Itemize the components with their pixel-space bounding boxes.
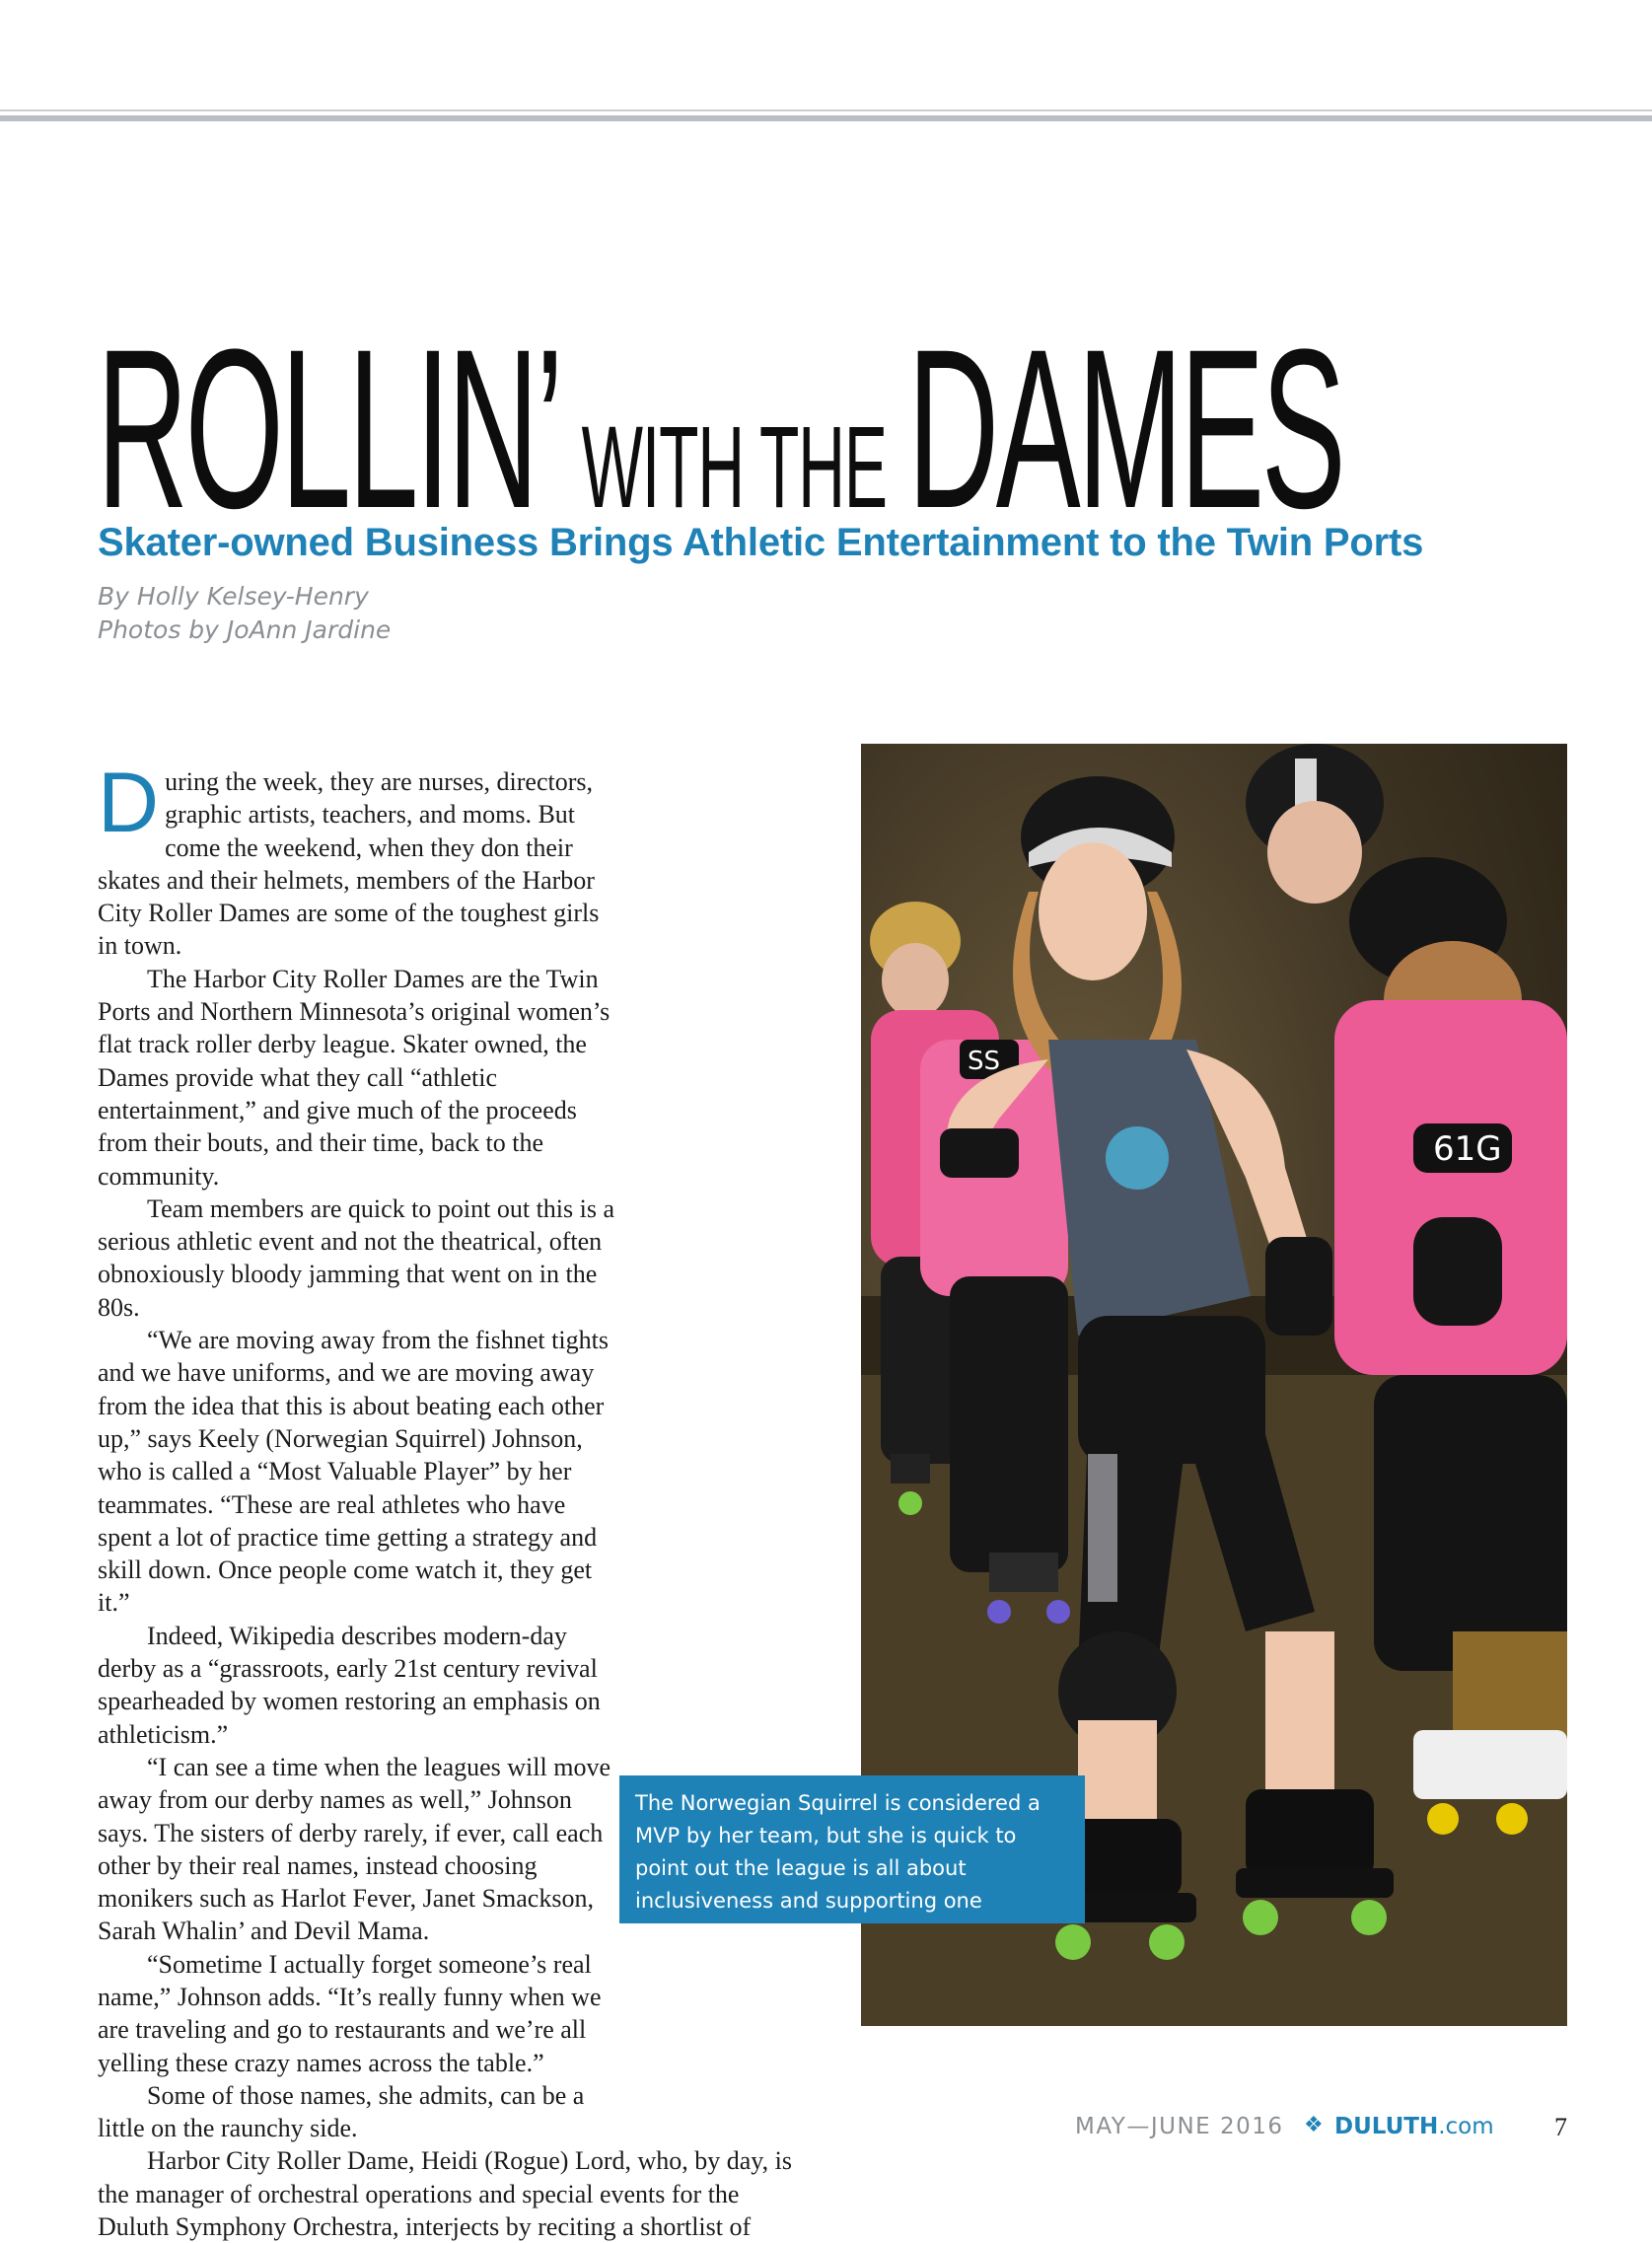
article-body bbox=[98, 756, 808, 2243]
footer-brand-suffix: .com bbox=[1438, 2114, 1494, 2139]
body-paragraph-3: Team members are quick to point out this is a serious athletic event and not the theatrical, often obnoxiously bloody jamming that went on in the 80s. bbox=[98, 1194, 615, 1322]
byline-author: By Holly Kelsey-Henry bbox=[98, 582, 369, 611]
body-paragraph-9: Harbor City Roller Dame, Heidi (Rogue) Lord, who, by day, is the manager of orchestral operations and special events for the Duluth Symphony Orchestra, interjects by reciting a shortlist of bbox=[98, 2146, 792, 2242]
body-paragraph-8: Some of those names, she admits, can be a little on the raunchy side. bbox=[98, 2080, 585, 2143]
headline-rollin: ROLLIN’ bbox=[97, 302, 561, 555]
body-paragraph-2: The Harbor City Roller Dames are the Twin Ports and Northern Minnesota’s original women’s flat track roller derby league. Skater owned, the Dames provide what they call “athletic entertainment,” and give much of the proceeds from their bouts, and their time, back to the community. bbox=[98, 964, 611, 1191]
drop-cap: D bbox=[98, 756, 160, 850]
byline-photo-credit: Photos by JoAnn Jardine bbox=[98, 615, 392, 644]
body-paragraph-4: “We are moving away from the fishnet tights and we have uniforms, and we are moving away from the idea that this is about beating each other up,” says Keely (Norwegian Squirrel) Johnson, who is called a “Most Valuable Player” by her teammates. “These are real athletes who have spent a lot of practice time getting a strategy and skill down. Once people come watch it, they get it.” bbox=[98, 1326, 609, 1618]
paragraph-text: uring the week, they are nurses, directors, graphic artists, teachers, and moms. But come the weekend, when they don their skates and their helmets, members of the Harbor City Roller Dames are some of the toughest girls in town. bbox=[98, 767, 600, 961]
headline-dames: DAMES bbox=[907, 302, 1343, 555]
top-rule-thin bbox=[0, 109, 1652, 111]
body-paragraph-7: “Sometime I actually forget someone’s real name,” Johnson adds. “It’s really funny when we are traveling and go to restaurants and we’re all yelling these crazy names across the table.” bbox=[98, 1949, 602, 2077]
body-paragraph-6: “I can see a time when the leagues will move away from our derby names as well,” Johnson says. The sisters of derby rarely, if ever, call each other by their real names, instead choosing monikers such as Harlot Fever, Janet Smackson, Sarah Whalin’ and Devil Mama. bbox=[98, 1752, 611, 1946]
photo-caption: The Norwegian Squirrel is considered a MVP by her team, but she is quick to point out the league is all about inclusiveness and supporting one another. bbox=[619, 1775, 1085, 1923]
footer-brand bbox=[1334, 2114, 1494, 2139]
footer-brand-name: DULUTH bbox=[1334, 2114, 1439, 2139]
body-paragraph-1 bbox=[98, 756, 808, 963]
headline-with-the: WITH THE bbox=[581, 402, 887, 533]
footer-diamond-icon: ❖ bbox=[1304, 2113, 1324, 2137]
top-rule-thick bbox=[0, 115, 1652, 121]
page-number: 7 bbox=[1554, 2113, 1567, 2141]
footer-issue-date: MAY—JUNE 2016 bbox=[1075, 2114, 1284, 2139]
armband-61g: 61G bbox=[1433, 1129, 1502, 1169]
armband-ss: SS bbox=[968, 1047, 1001, 1076]
article-subtitle: Skater-owned Business Brings Athletic Entertainment to the Twin Ports bbox=[98, 521, 1424, 564]
body-paragraph-5: Indeed, Wikipedia describes modern-day derby as a “grassroots, early 21st century revival spearheaded by women restoring an emphasis on athleticism.” bbox=[98, 1621, 601, 1749]
